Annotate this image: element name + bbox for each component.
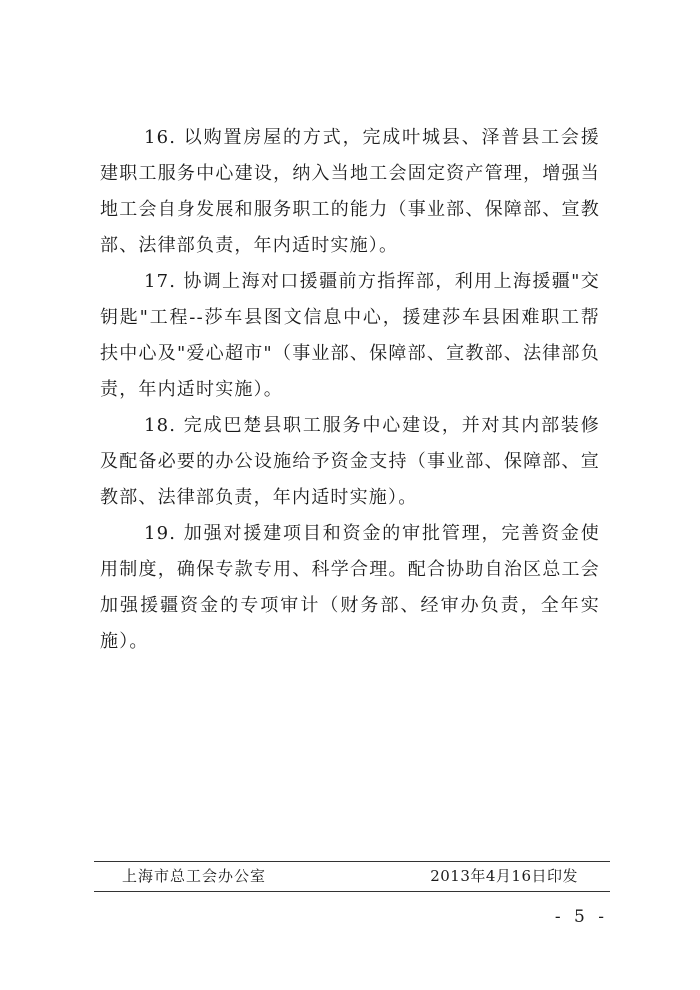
page-number: - 5 - [554,907,608,927]
document-body [100,120,600,660]
paragraph-item-16: 16. 以购置房屋的方式，完成叶城县、泽普县工会援建职工服务中心建设，纳入当地工会固定资产管理，增强当地工会自身发展和服务职工的能力（事业部、保障部、宣教部、法律部负责，年内适时实施）。 [100,127,600,256]
footer-bottom-divider [94,891,610,892]
footer-issue-date: 2013年4月16日印发 [430,867,578,885]
paragraph-item-17: 17. 协调上海对口援疆前方指挥部，利用上海援疆"交钥匙"工程--莎车县图文信息中心，援建莎车县困难职工帮扶中心及"爱心超市"（事业部、保障部、宣教部、法律部负责，年内适时实施）。 [100,271,600,400]
paragraph-item-18: 18. 完成巴楚县职工服务中心建设，并对其内部装修及配备必要的办公设施给予资金支持（事业部、保障部、宣教部、法律部负责，年内适时实施）。 [100,415,600,508]
footer-issuer: 上海市总工会办公室 [122,867,267,885]
paragraph-item-19: 19. 加强对援建项目和资金的审批管理，完善资金使用制度，确保专款专用、科学合理。配合协助自治区总工会加强援疆资金的专项审计（财务部、经审办负责，全年实施）。 [100,523,600,652]
footer-top-divider [94,861,610,862]
